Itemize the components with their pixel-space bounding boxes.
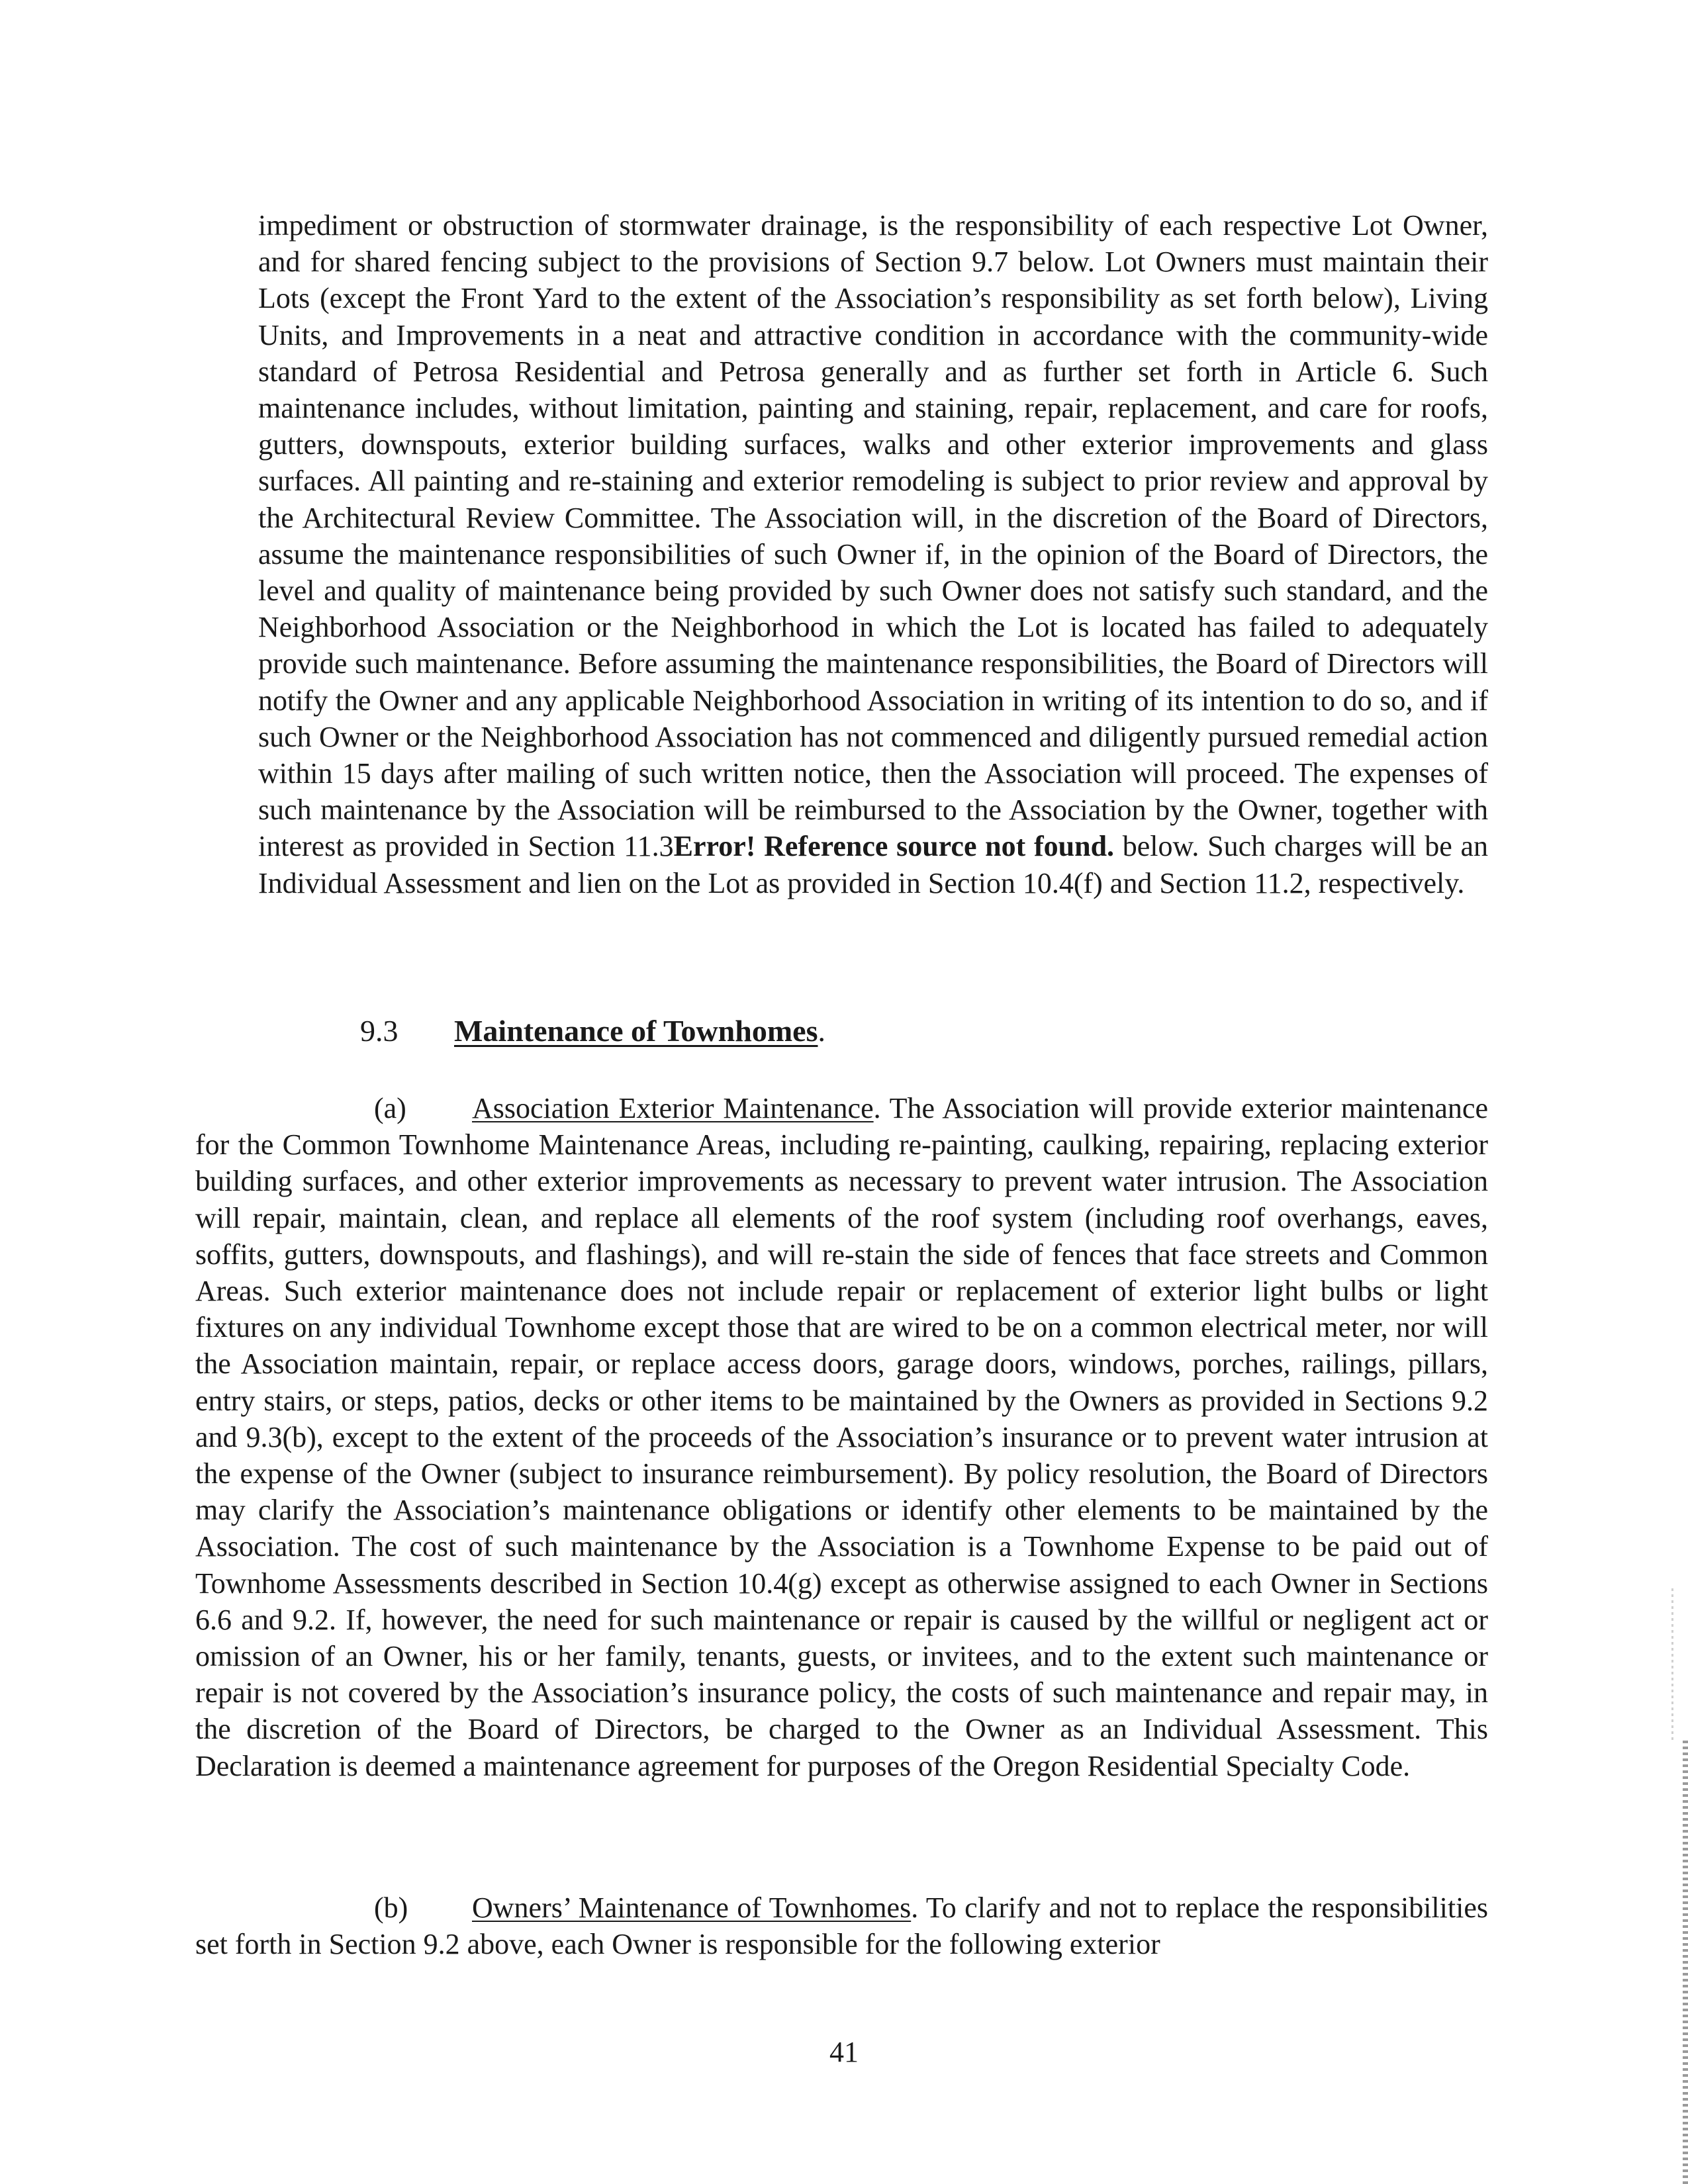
scan-edge-mark [1671,1588,1673,1741]
subsection-b-marker: (b) [374,1891,408,1924]
paragraph-text: impediment or obstruction of stormwater drainage, is the responsibility of each respective Lot Owner, and for shared fencing subject to the provisions of Section 9.7 below. Lot Owners must maintain their Lots (except the Front Yard to the extent of the Association’s responsibility as set forth below), Living Units, and Improvements in a neat and attractive condition in accordance with the community-wide standard of Petrosa Residential and Petrosa generally and as further set forth in Article 6. Such maintenance includes, without limitation, painting and staining, repair, replacement, and care for roofs, gutters, downspouts, exterior building surfaces, walks and other exterior improvements and glass surfaces. All painting and re-staining and exterior remodeling is subject to prior review and approval by the Architectural Review Committee. The Association will, in the discretion of the Board of Directors, assume the maintenance responsibilities of such Owner if, in the opinion of the Board of Directors, the level and quality of maintenance being provided by such Owner does not satisfy such standard, and the Neighborhood Association or the Neighborhood in which the Lot is located has failed to adequately provide such maintenance. Before assuming the maintenance responsibilities, the Board of Directors will notify the Owner and any applicable Neighborhood Association in writing of its intention to do so, and if such Owner or the Neighborhood Association has not commenced and diligently pursued remedial action within 15 days after mailing of such written notice, then the Association will proceed. The expenses of such maintenance by the Association will be reimbursed to the Association by the Owner, together with interest as provided in Section 11.3 [258,209,1488,863]
subsection-b-title: Owners’ Maintenance of Townhomes [472,1891,912,1924]
subsection-a-marker: (a) [374,1092,406,1124]
reference-error-text: Error! Reference source not found. [673,830,1115,863]
subsection-a-body: . The Association will provide exterior maintenance for the Common Townhome Maintenance Areas, including re-painting, caulking, repairing, replacing exterior building surfaces, and other exterior improvements as necessary to prevent water intrusion. The Association will repair, maintain, clean, and replace all elements of the roof system (including roof overhangs, eaves, soffits, gutters, downspouts, and flashings), and will re-stain the side of fences that face streets and Common Areas. Such exterior maintenance does not include repair or replacement of exterior light bulbs or light fixtures on any individual Townhome except those that are wired to be on a common electrical meter, nor will the Association maintain, repair, or replace access doors, garage doors, windows, porches, railings, pillars, entry stairs, or steps, patios, decks or other items to be maintained by the Owners as provided in Sections 9.2 and 9.3(b), except to the extent of the proceeds of the Association’s insurance or to prevent water intrusion at the expense of the Owner (subject to insurance reimbursement). By policy resolution, the Board of Directors may clarify the Association’s maintenance obligations or identify other elements to be maintained by the Association. The cost of such maintenance by the Association is a Townhome Expense to be paid out of Townhome Assessments described in Section 10.4(g) except as otherwise assigned to each Owner in Sections 6.6 and 9.2. If, however, the need for such maintenance or repair is caused by the willful or negligent act or omission of an Owner, his or her family, tenants, guests, or invitees, and to the extent such maintenance or repair is not covered by the Association’s insurance policy, the costs of such maintenance and repair may, in the discretion of the Board of Directors, be charged to the Owner as an Individual Assessment. This Declaration is deemed a maintenance agreement for purposes of the Oregon Residential Specialty Code. [195,1092,1488,1782]
subsection-a-title: Association Exterior Maintenance [472,1092,874,1124]
section-title: Maintenance of Townhomes [454,1014,818,1048]
subsection-b-paragraph [195,1889,1488,1962]
page-number: 41 [829,2036,859,2068]
scan-edge-mark [1683,1741,1688,2184]
subsection-a-paragraph [195,1090,1488,1784]
paragraph-text-continued: below. Such charges will be an Individual Assessment and lien on the Lot as provided in Section 10.4(f) and Section 11.2, respectively. [258,830,1488,899]
paragraph-owner-maintenance [258,207,1488,901]
subsection-b-body: . To clarify and not to replace the responsibilities set forth in Section 9.2 above, each Owner is responsible for the following exterior [195,1891,1488,1961]
section-number: 9.3 [360,1014,399,1048]
section-title-period: . [818,1014,825,1048]
section-heading [360,1013,825,1050]
